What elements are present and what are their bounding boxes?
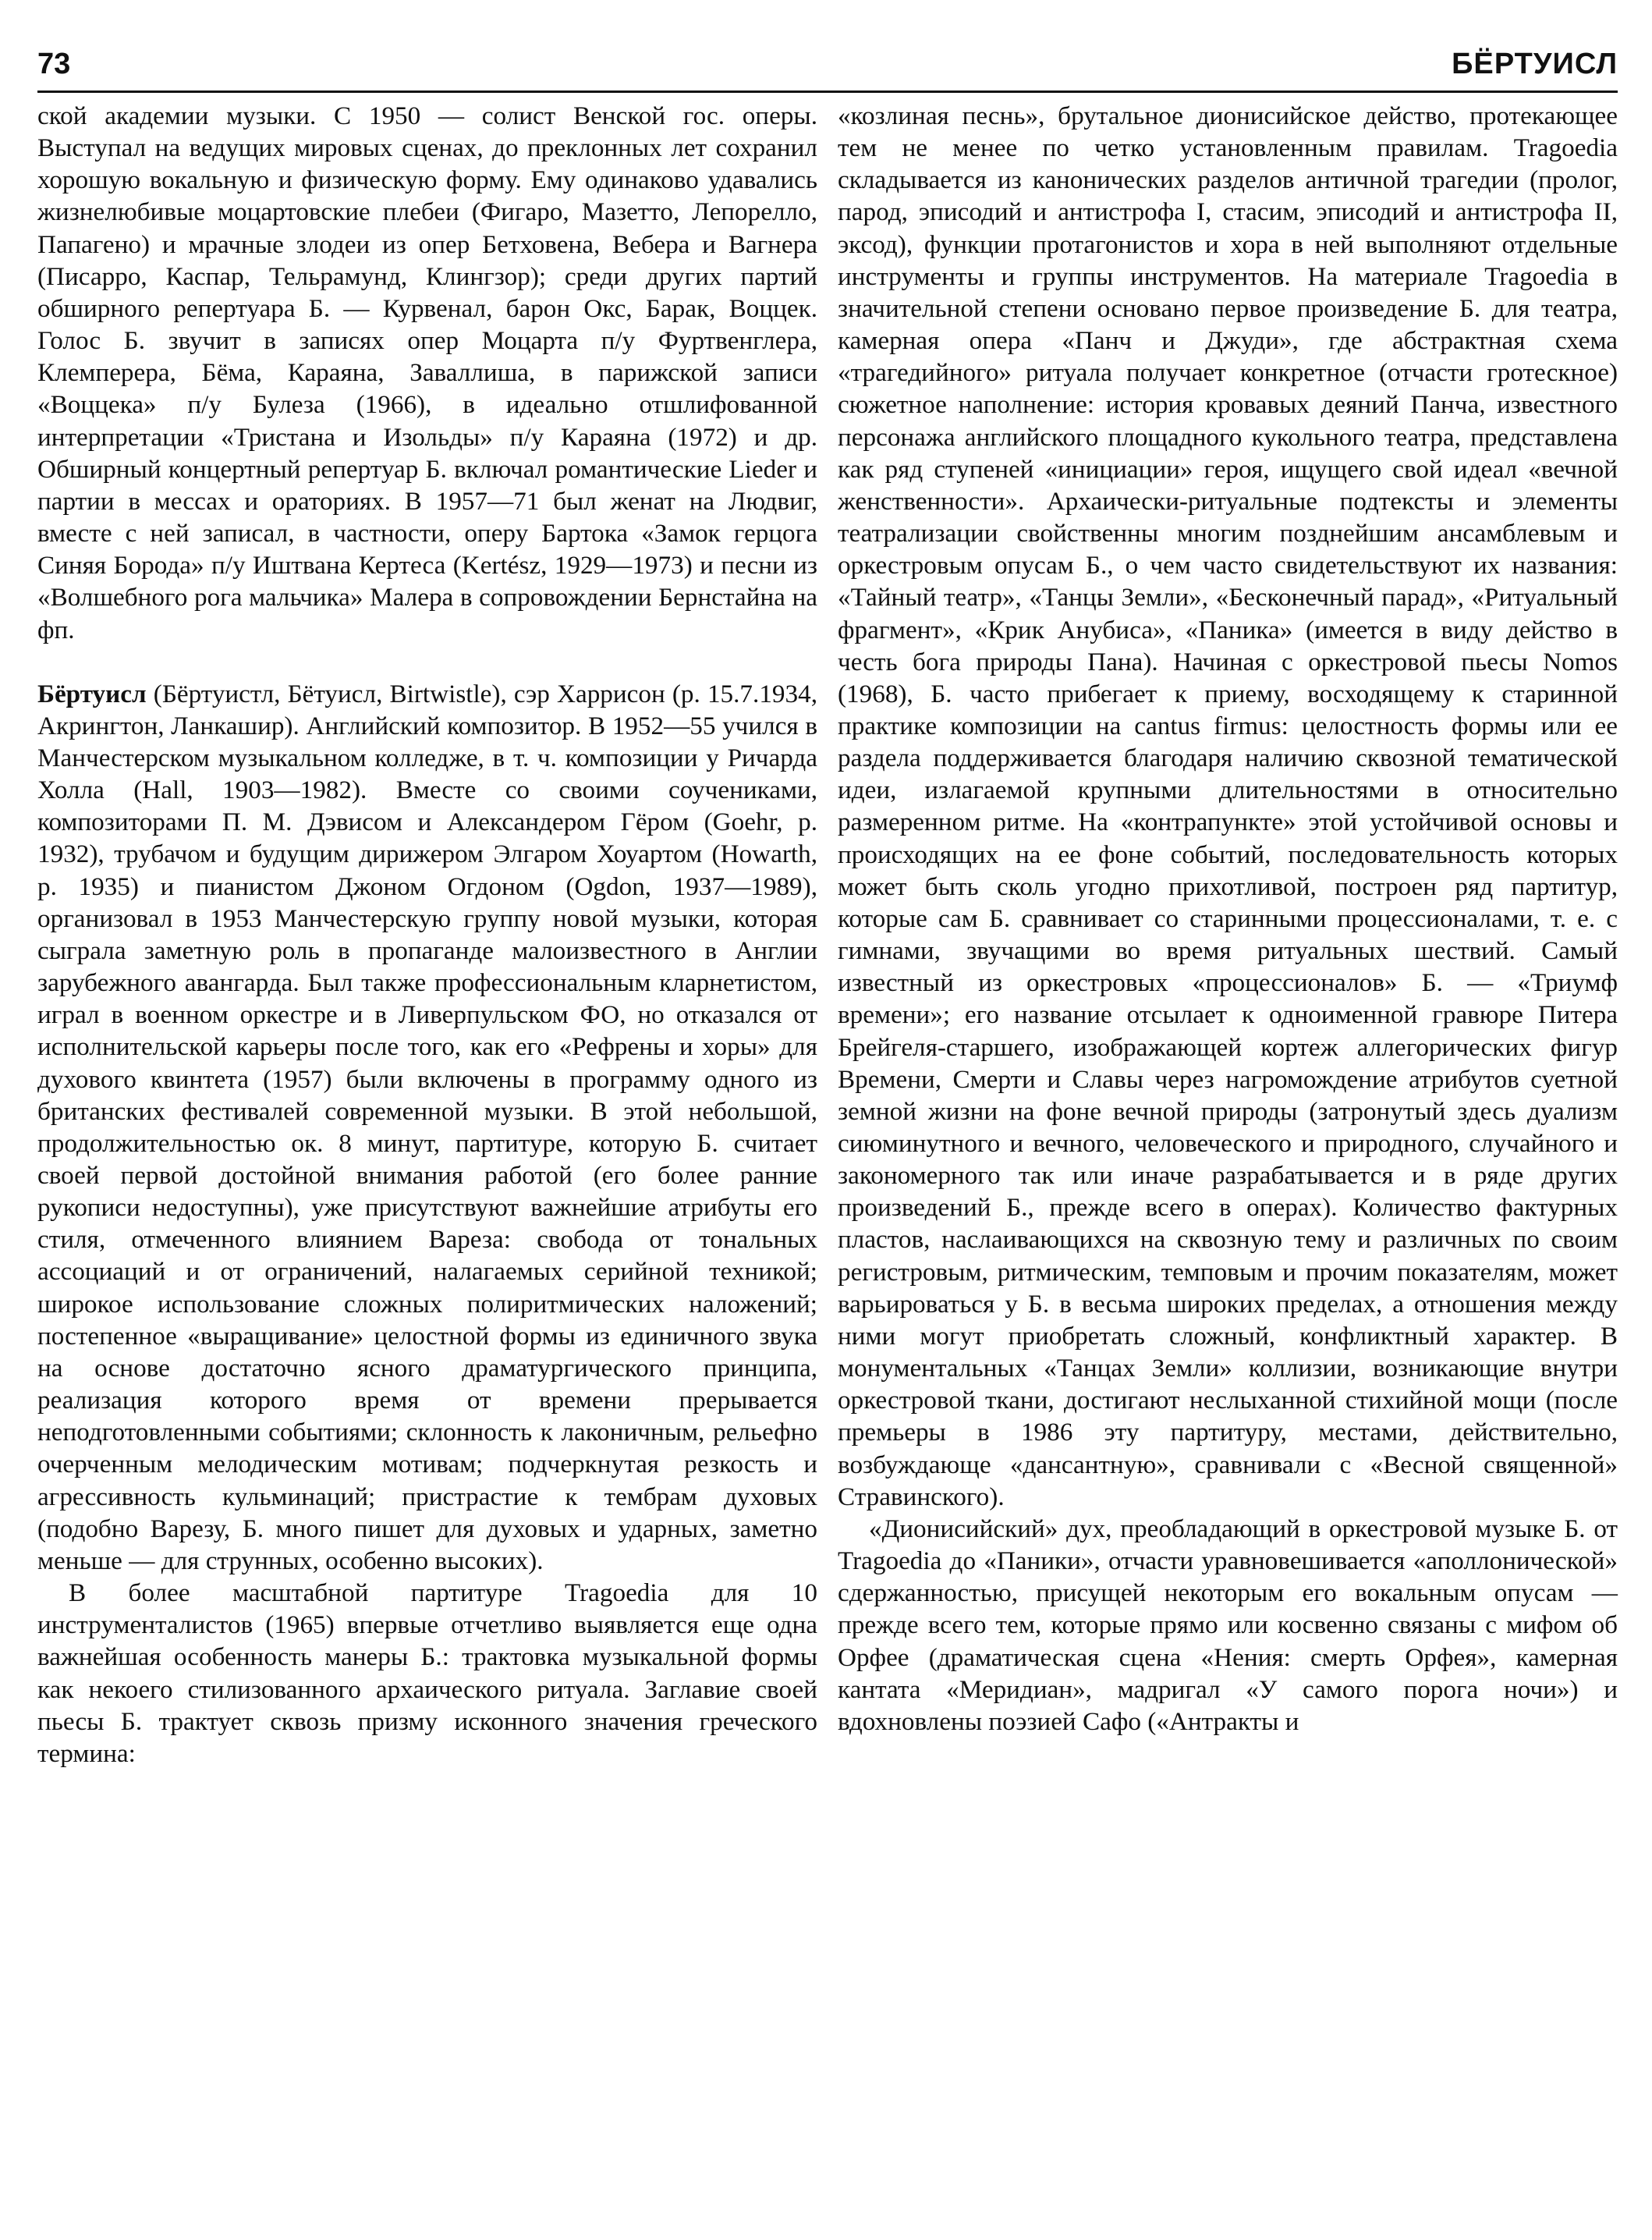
entry-birtwistle <box>37 678 817 1577</box>
running-head: БЁРТУИСЛ <box>1452 48 1618 80</box>
entry-intro-text: (Бёртуистл, Бётуисл, Birtwistle), сэр Харрисон (р. 15.7.1934, Акрингтон, Ланкашир). Английский композитор. В 1952—55 учился в Манчестерском музыкальном колледже, в т. ч. композиции у Ричарда Холла (Hall, 1903—1982). Вместе со своими соучениками, композиторами П. М. Дэвисом и Александером Гёром (Goehr, р. 1932), трубачом и будущим дирижером Элгаром Хоуартом (Howarth, р. 1935) и пианистом Джоном Огдоном (Ogdon, 1937—1989), организовал в 1953 Манчестерскую группу новой музыки, которая сыграла заметную роль в пропаганде малоизвестного в Англии зарубежного авангарда. Был также профессиональным кларнетистом, играл в военном оркестре и в Ливерпульском ФО, но отказался от исполнительской карьеры после того, как его «Рефрены и хоры» для духового квинтета (1957) были включены в программу одного из британских фестивалей современной музыки. В этой небольшой, продолжительностью ок. 8 минут, партитуре, которую Б. считает своей первой достойной внимания работой (его более ранние рукописи недоступны), уже присутствуют важнейшие атрибуты его стиля, отмеченного влиянием Вареза: свобода от тональных ассоциаций и от ограничений, налагаемых серийной техникой; широкое использование сложных полиритмических наложений; постепенное «выращивание» целостной формы из единичного звука на основе достаточно ясного драматургического принципа, реализация которого время от времени прерывается неподготовленными событиями; склонность к лаконичным, рельефно очерченным мелодическим мотивам; подчеркнутая резкость и агрессивность кульминаций; пристрастие к тембрам духовых (подобно Варезу, Б. много пишет для духовых и ударных, заметно меньше — для струнных, особенно высоких). <box>37 679 817 1575</box>
previous-entry-tail: ской академии музыки. С 1950 — солист Венской гос. оперы. Выступал на ведущих мировых сценах, до преклонных лет сохранил хорошую вокальную и физическую форму. Ему одинаково удавались жизнелюбивые моцартовские плебеи (Фигаро, Мазетто, Лепорелло, Папагено) и мрачные злодеи из опер Бетховена, Вебера и Вагнера (Писарро, Каспар, Тельрамунд, Клингзор); среди других партий обширного репертуара Б. — Курвенал, барон Окс, Барак, Воццек. Голос Б. звучит в записях опер Моцарта п/у Фуртвенглера, Клемперера, Бёма, Караяна, Заваллиша, в парижской записи «Воццека» п/у Булеза (1966), в идеально отшлифованной интерпретации «Тристана и Изольды» п/у Караяна (1972) и др. Обширный концертный репертуар Б. включал романтические Lieder и партии в мессах и ораториях. В 1957—71 был женат на Людвиг, вместе с ней записал, в частности, оперу Бартока «Замок герцога Синяя Борода» п/у Иштвана Кертеса (Kertész, 1929—1973) и песни из «Волшебного рога мальчика» Малера в сопровождении Бернстайна на фп. <box>37 101 817 644</box>
page-number: 73 <box>37 48 71 80</box>
paragraph-tragoedia: В более масштабной партитуре Tragoedia для 10 инструменталистов (1965) впервые отчетливо выявляется еще одна важнейшая особенность манеры Б.: трактовка музыкальной формы как некоего стилизованного архаического ритуала. Заглавие своей пьесы Б. трактует сквозь призму исконного значения греческого термина: <box>37 1578 817 1768</box>
paragraph-dionysian: «Дионисийский» дух, преобладающий в оркестровой музыке Б. от Tragoedia до «Паники», отчасти уравновешивается «аполлонической» сдержанностью, присущей некоторым его вокальным опусам — прежде всего тем, которые прямо или косвенно связаны с мифом об Орфее (драматическая сцена «Нения: смерть Орфея», камерная кантата «Меридиан», мадригал «У самого порога ночи») и вдохновлены поэзией Сафо («Антракты и <box>838 1514 1618 1736</box>
entry-separator <box>37 646 817 678</box>
header-rule <box>37 91 1618 93</box>
right-column <box>838 100 1618 1738</box>
paragraph-ritual: «козлиная песнь», брутальное дионисийское действо, протекающее тем не менее по четко установленным правилам. Tragoedia складывается из канонических разделов античной трагедии (пролог, парод, эписодий и антистрофа I, стасим, эписодий и антистрофа II, эксод), функции протагонистов и хора в ней выполняют отдельные инструменты и группы инструментов. На материале Tragoedia в значительной степени основано первое произведение Б. для театра, камерная опера «Панч и Джуди», где абстрактная схема «трагедийного» ритуала получает конкретное (отчасти гротескное) сюжетное наполнение: история кровавых деяний Панча, известного персонажа английского площадного кукольного театра, представлена как ряд ступеней «инициации» героя, ищущего свой идеал «вечной женственности». Архаически-ритуальные подтексты и элементы театрализации свойственны многим позднейшим ансамблевым и оркестровым опусам Б., о чем часто свидетельствуют их названия: «Тайный театр», «Танцы Земли», «Бесконечный парад», «Ритуальный фрагмент», «Крик Анубиса», «Паника» (имеется в виду действо в честь бога природы Пана). Начиная с оркестровой пьесы Nomos (1968), Б. часто прибегает к приему, восходящему к старинной практике композиции на cantus firmus: целостность формы или ее раздела поддерживается благодаря наличию сквозной тематической идеи, излагаемой крупными длительностями в относительно размеренном ритме. На «контрапункте» этой устойчивой основы и происходящих на ее фоне событий, последовательность которых может быть сколь угодно прихотливой, построен ряд партитур, которые сам Б. сравнивает со старинными процессионалами, т. е. с гимнами, звучащими во время ритуальных шествий. Самый известный из оркестровых «процессионалов» Б. — «Триумф времени»; его название отсылает к одноименной гравюре Питера Брейгеля-старшего, изображающей кортеж аллегорических фигур Времени, Смерти и Славы через нагромождение атрибутов суетной земной жизни на фоне вечной природы (затронутый здесь дуализм сиюминутного и вечного, человеческого и природного, случайного и закономерного так или иначе разрабатывается и в ряде других произведений Б., прежде всего в операх). Количество фактурных пластов, наслаивающихся на сквозную тему и различных по своим регистровым, ритмическим, темповым и прочим показателям, может варьироваться у Б. в весьма широких пределах, а отношения между ними могут приобретать сложный, конфликтный характер. В монументальных «Танцах Земли» коллизии, возникающие внутри оркестровой ткани, достигают неслыханной стихийной мощи (после премьеры в 1986 эту партитуру, местами, действительно, возбуждающе «дансантную», сравнивали с «Весной священной» Стравинского). <box>838 101 1618 1511</box>
page-header <box>37 41 1618 95</box>
entry-headword: Бёртуисл <box>37 679 147 708</box>
left-column <box>37 100 817 1770</box>
